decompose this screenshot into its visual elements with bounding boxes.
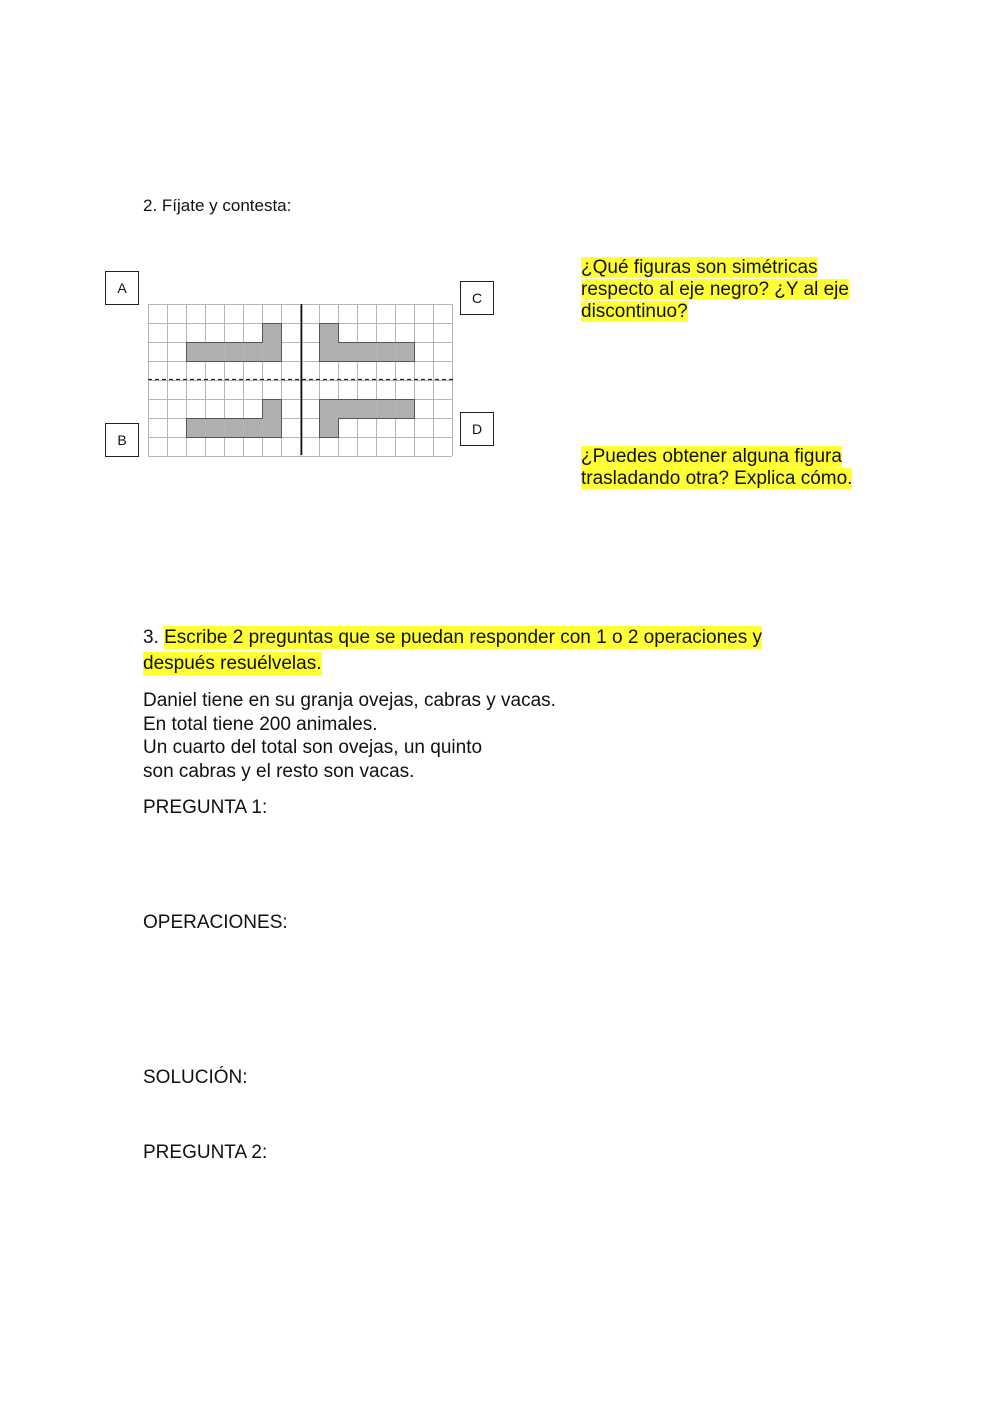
shaded-cell <box>224 342 243 361</box>
story-line: son cabras y el resto son vacas. <box>143 760 415 782</box>
story-line: Daniel tiene en su granja ovejas, cabras y vacas. <box>143 690 556 711</box>
shaded-cell <box>205 342 224 361</box>
shaded-cell <box>319 342 338 361</box>
figure-label-b: B <box>105 423 139 457</box>
shaded-cell <box>395 342 414 361</box>
shaded-cell <box>243 342 262 361</box>
exercise-3-number: 3. <box>143 627 165 648</box>
operaciones-label: OPERACIONES: <box>143 912 288 933</box>
shaded-cell <box>262 323 281 342</box>
shaded-cell <box>376 342 395 361</box>
shaded-cell <box>262 418 281 437</box>
symmetry-grid <box>148 304 456 458</box>
symmetry-question <box>581 257 856 323</box>
problem-story <box>143 689 556 783</box>
story-line: Un cuarto del total son ovejas, un quinto <box>143 737 483 758</box>
shaded-cell <box>376 399 395 418</box>
shaded-cell <box>262 342 281 361</box>
shaded-cell <box>243 418 262 437</box>
shaded-cell <box>319 399 338 418</box>
pregunta-1-label: PREGUNTA 1: <box>143 797 268 818</box>
shaded-cell <box>357 399 376 418</box>
solucion-label: SOLUCIÓN: <box>143 1067 248 1088</box>
exercise-2-heading: 2. Fíjate y contesta: <box>143 196 292 215</box>
shaded-cell <box>205 418 224 437</box>
translation-question-text: ¿Puedes obtener alguna figura trasladando otra? Explica cómo. <box>581 446 853 489</box>
symmetry-question-text: ¿Qué figuras son simétricas respecto al eje negro? ¿Y al eje discontinuo? <box>581 257 849 322</box>
figure-label-d: D <box>460 412 494 446</box>
story-line: En total tiene 200 animales. <box>143 713 378 735</box>
exercise-3-instruction-text: Escribe 2 preguntas que se puedan responder con 1 o 2 operaciones y después resuélvelas. <box>143 627 762 674</box>
exercise-3-instruction <box>143 625 823 677</box>
shaded-cell <box>186 342 205 361</box>
figure-label-c: C <box>460 281 494 315</box>
shaded-cell <box>319 323 338 342</box>
shaded-cell <box>395 399 414 418</box>
shaded-cell <box>338 399 357 418</box>
shaded-cell <box>262 399 281 418</box>
pregunta-2-label: PREGUNTA 2: <box>143 1142 268 1163</box>
figure-label-a: A <box>105 271 139 305</box>
shaded-cell <box>319 418 338 437</box>
shaded-cell <box>357 342 376 361</box>
shaded-cell <box>338 342 357 361</box>
translation-question <box>581 446 856 490</box>
shaded-cell <box>186 418 205 437</box>
shaded-cell <box>224 418 243 437</box>
